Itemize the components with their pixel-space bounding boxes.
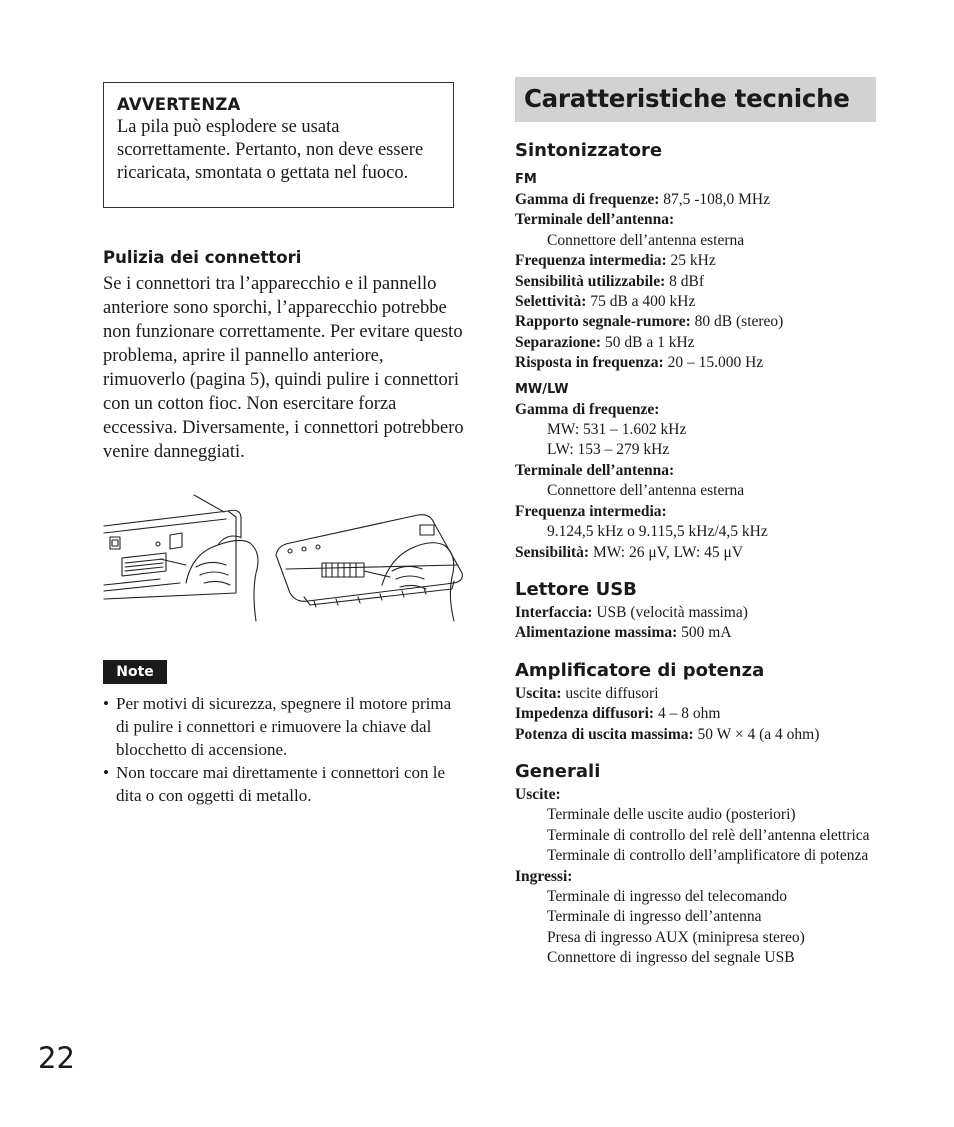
warning-box xyxy=(103,82,454,208)
spec-line: Gamma di frequenze: xyxy=(515,400,660,418)
spec-value: MW: 531 – 1.602 kHz xyxy=(547,421,687,439)
spec-line: Terminale dell’antenna: xyxy=(515,211,675,229)
page-number: 22 xyxy=(38,1041,75,1075)
spec-value: Connettore di ingresso del segnale USB xyxy=(547,949,795,967)
specs-title: Caratteristiche tecniche xyxy=(524,84,850,113)
specs-title-bar xyxy=(515,77,876,122)
note-badge: Note xyxy=(103,660,167,684)
spec-line: Interfaccia: USB (velocità massima) xyxy=(515,603,748,621)
subsection-mwlw: MW/LW xyxy=(515,381,569,397)
spec-line: Gamma di frequenze: 87,5 -108,0 MHz xyxy=(515,191,771,208)
spec-value: Connettore dell’antenna esterna xyxy=(547,482,745,500)
warning-text: La pila può esplodere se usata scorrettamente. Pertanto, non deve essere ricaricata, smontata o gettata nel fuoco. xyxy=(117,117,424,183)
spec-value: Terminale di controllo dell’amplificatore di potenza xyxy=(547,847,869,865)
section-heading-general: Generali xyxy=(515,760,601,782)
spec-line: Terminale dell’antenna: xyxy=(515,461,675,479)
cleaning-paragraph: Se i connettori tra l’apparecchio e il pannello anteriore sono sporchi, l’apparecchio potrebbe non funzionare correttamente. Per evitare questo problema, aprire il pannello anteriore, rimuoverlo (pagina 5), quindi pulire i connettori con un cotton fioc. Non esercitare forza eccessiva. Diversamente, i connettori potrebbero venire danneggiati. xyxy=(103,274,464,462)
note-item: • Per motivi di sicurezza, spegnere il motore prima di pulire i connettori e rimuovere la chiave dal blocchetto di accensione. xyxy=(103,694,452,759)
spec-line: Ingressi: xyxy=(515,867,573,885)
spec-line: Uscite: xyxy=(515,785,561,803)
spec-line: Frequenza intermedia: 25 kHz xyxy=(515,252,716,270)
spec-line: Alimentazione massima: 500 mA xyxy=(515,624,732,642)
spec-value: Terminale di controllo del relè dell’antenna elettrica xyxy=(547,826,870,844)
bullet: • xyxy=(103,694,109,713)
spec-line: Rapporto segnale-rumore: 80 dB (stereo) xyxy=(515,313,784,331)
spec-line: Separazione: 50 dB a 1 kHz xyxy=(515,333,695,351)
spec-value: Terminale delle uscite audio (posteriori) xyxy=(547,806,796,824)
section-heading-usb: Lettore USB xyxy=(515,578,637,600)
spec-value: Terminale di ingresso dell’antenna xyxy=(547,908,762,926)
spec-line: Risposta in frequenza: 20 – 15.000 Hz xyxy=(515,354,764,372)
spec-value: Presa di ingresso AUX (minipresa stereo) xyxy=(547,928,805,946)
spec-line: Selettività: 75 dB a 400 kHz xyxy=(515,293,696,311)
spec-line: Uscita: uscite diffusori xyxy=(515,684,659,702)
bullet: • xyxy=(103,763,109,782)
spec-value: LW: 153 – 279 kHz xyxy=(547,441,670,459)
cleaning-heading: Pulizia dei connettori xyxy=(103,248,302,267)
warning-title: AVVERTENZA xyxy=(117,95,241,114)
note-item: • Non toccare mai direttamente i connettori con le dita o con oggetti di metallo. xyxy=(103,763,446,805)
connector-cleaning-illustration xyxy=(100,493,468,623)
spec-value: Terminale di ingresso del telecomando xyxy=(547,887,787,905)
spec-line: Impedenza diffusori: 4 – 8 ohm xyxy=(515,705,721,723)
spec-line: Frequenza intermedia: xyxy=(515,502,667,520)
section-heading-amplifier: Amplificatore di potenza xyxy=(515,659,765,681)
spec-line: Potenza di uscita massima: 50 W × 4 (a 4 ohm) xyxy=(515,725,820,743)
spec-line: Sensibilità utilizzabile: 8 dBf xyxy=(515,272,705,290)
specs-list xyxy=(515,138,875,969)
subsection-fm: FM xyxy=(515,172,537,187)
spec-line: Sensibilità: MW: 26 μV, LW: 45 μV xyxy=(515,543,744,561)
spec-value: 9.124,5 kHz o 9.115,5 kHz/4,5 kHz xyxy=(547,523,768,541)
section-heading-tuner: Sintonizzatore xyxy=(515,140,663,161)
spec-value: Connettore dell’antenna esterna xyxy=(547,231,745,249)
note-list xyxy=(103,692,468,807)
